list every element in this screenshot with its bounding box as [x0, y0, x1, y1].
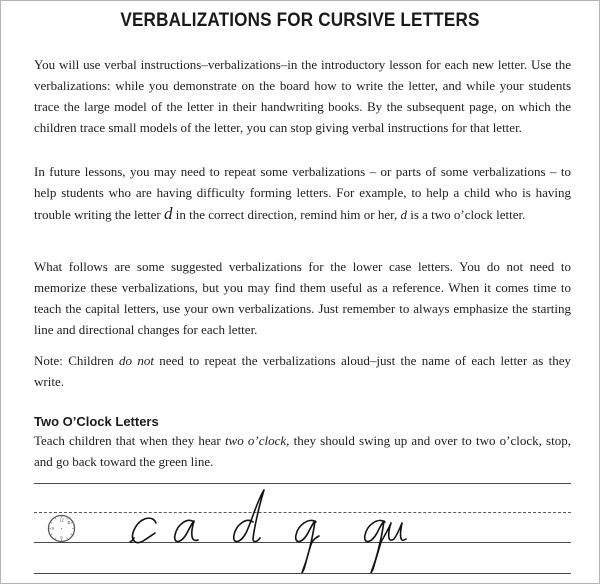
cursive-qu [365, 520, 406, 572]
cursive-g [296, 520, 319, 572]
note-paragraph [34, 350, 571, 392]
svg-text:6: 6 [60, 535, 63, 541]
p2-text-b: in the correct direction, remind him or her, [172, 207, 401, 222]
p2-text-c: is a two o’clock letter. [406, 207, 526, 222]
cursive-a [175, 520, 198, 541]
section-emphasis: two o’clock, [224, 433, 290, 448]
svg-text:12: 12 [59, 517, 64, 523]
section-paragraph [34, 430, 571, 472]
svg-text:2: 2 [67, 520, 70, 526]
note-text-b: need to repeat the verbalizations aloud–just the name of each letter as they write. [34, 353, 571, 389]
cursive-d [234, 490, 264, 542]
p2-text-a: In future lessons, you may need to repeat some verbalizations – or parts of some verbalizations – to help students who are having difficulty forming letters. For example, to help a child who is having trouble writing the letter [34, 164, 571, 222]
section-heading: Two O’Clock Letters [34, 414, 159, 429]
cursive-c [133, 518, 156, 543]
section-text-a: Teach children that when they hear [34, 433, 225, 448]
svg-text:9: 9 [51, 525, 55, 531]
note-text-a: Note: Children [34, 353, 120, 368]
italic-letter-d: d [400, 207, 407, 222]
future-lessons-paragraph [34, 161, 571, 225]
cursive-letter-models [1, 477, 600, 585]
note-emphasis: do not [119, 353, 154, 368]
intro-paragraph: You will use verbal instructions–verbalizations–in the introductory lesson for each new letter. Use the verbalizations: while you demonstrate on the board how to write the letter, and while your students trace the large model of the letter in their handwriting books. By the subsequent page, on which the children trace small models of the letter, you can stop giving verbal instructions for that letter. [34, 57, 571, 135]
suggested-verbalizations-paragraph: What follows are some suggested verbalizations for the lower case letters. You do not need to memorize these verbalizations, but you may find them useful as a reference. When it comes time to teach the capital letters, use your own verbalizations. Just remember to always emphasize the starting line and directional changes for each letter. [34, 259, 571, 337]
section-text-b: they should swing up and over to two o’clock, stop, and go back toward the green line. [34, 433, 571, 469]
page-title: VERBALIZATIONS FOR CURSIVE LETTERS [120, 10, 480, 31]
cursive-letter-d: d [163, 204, 173, 223]
